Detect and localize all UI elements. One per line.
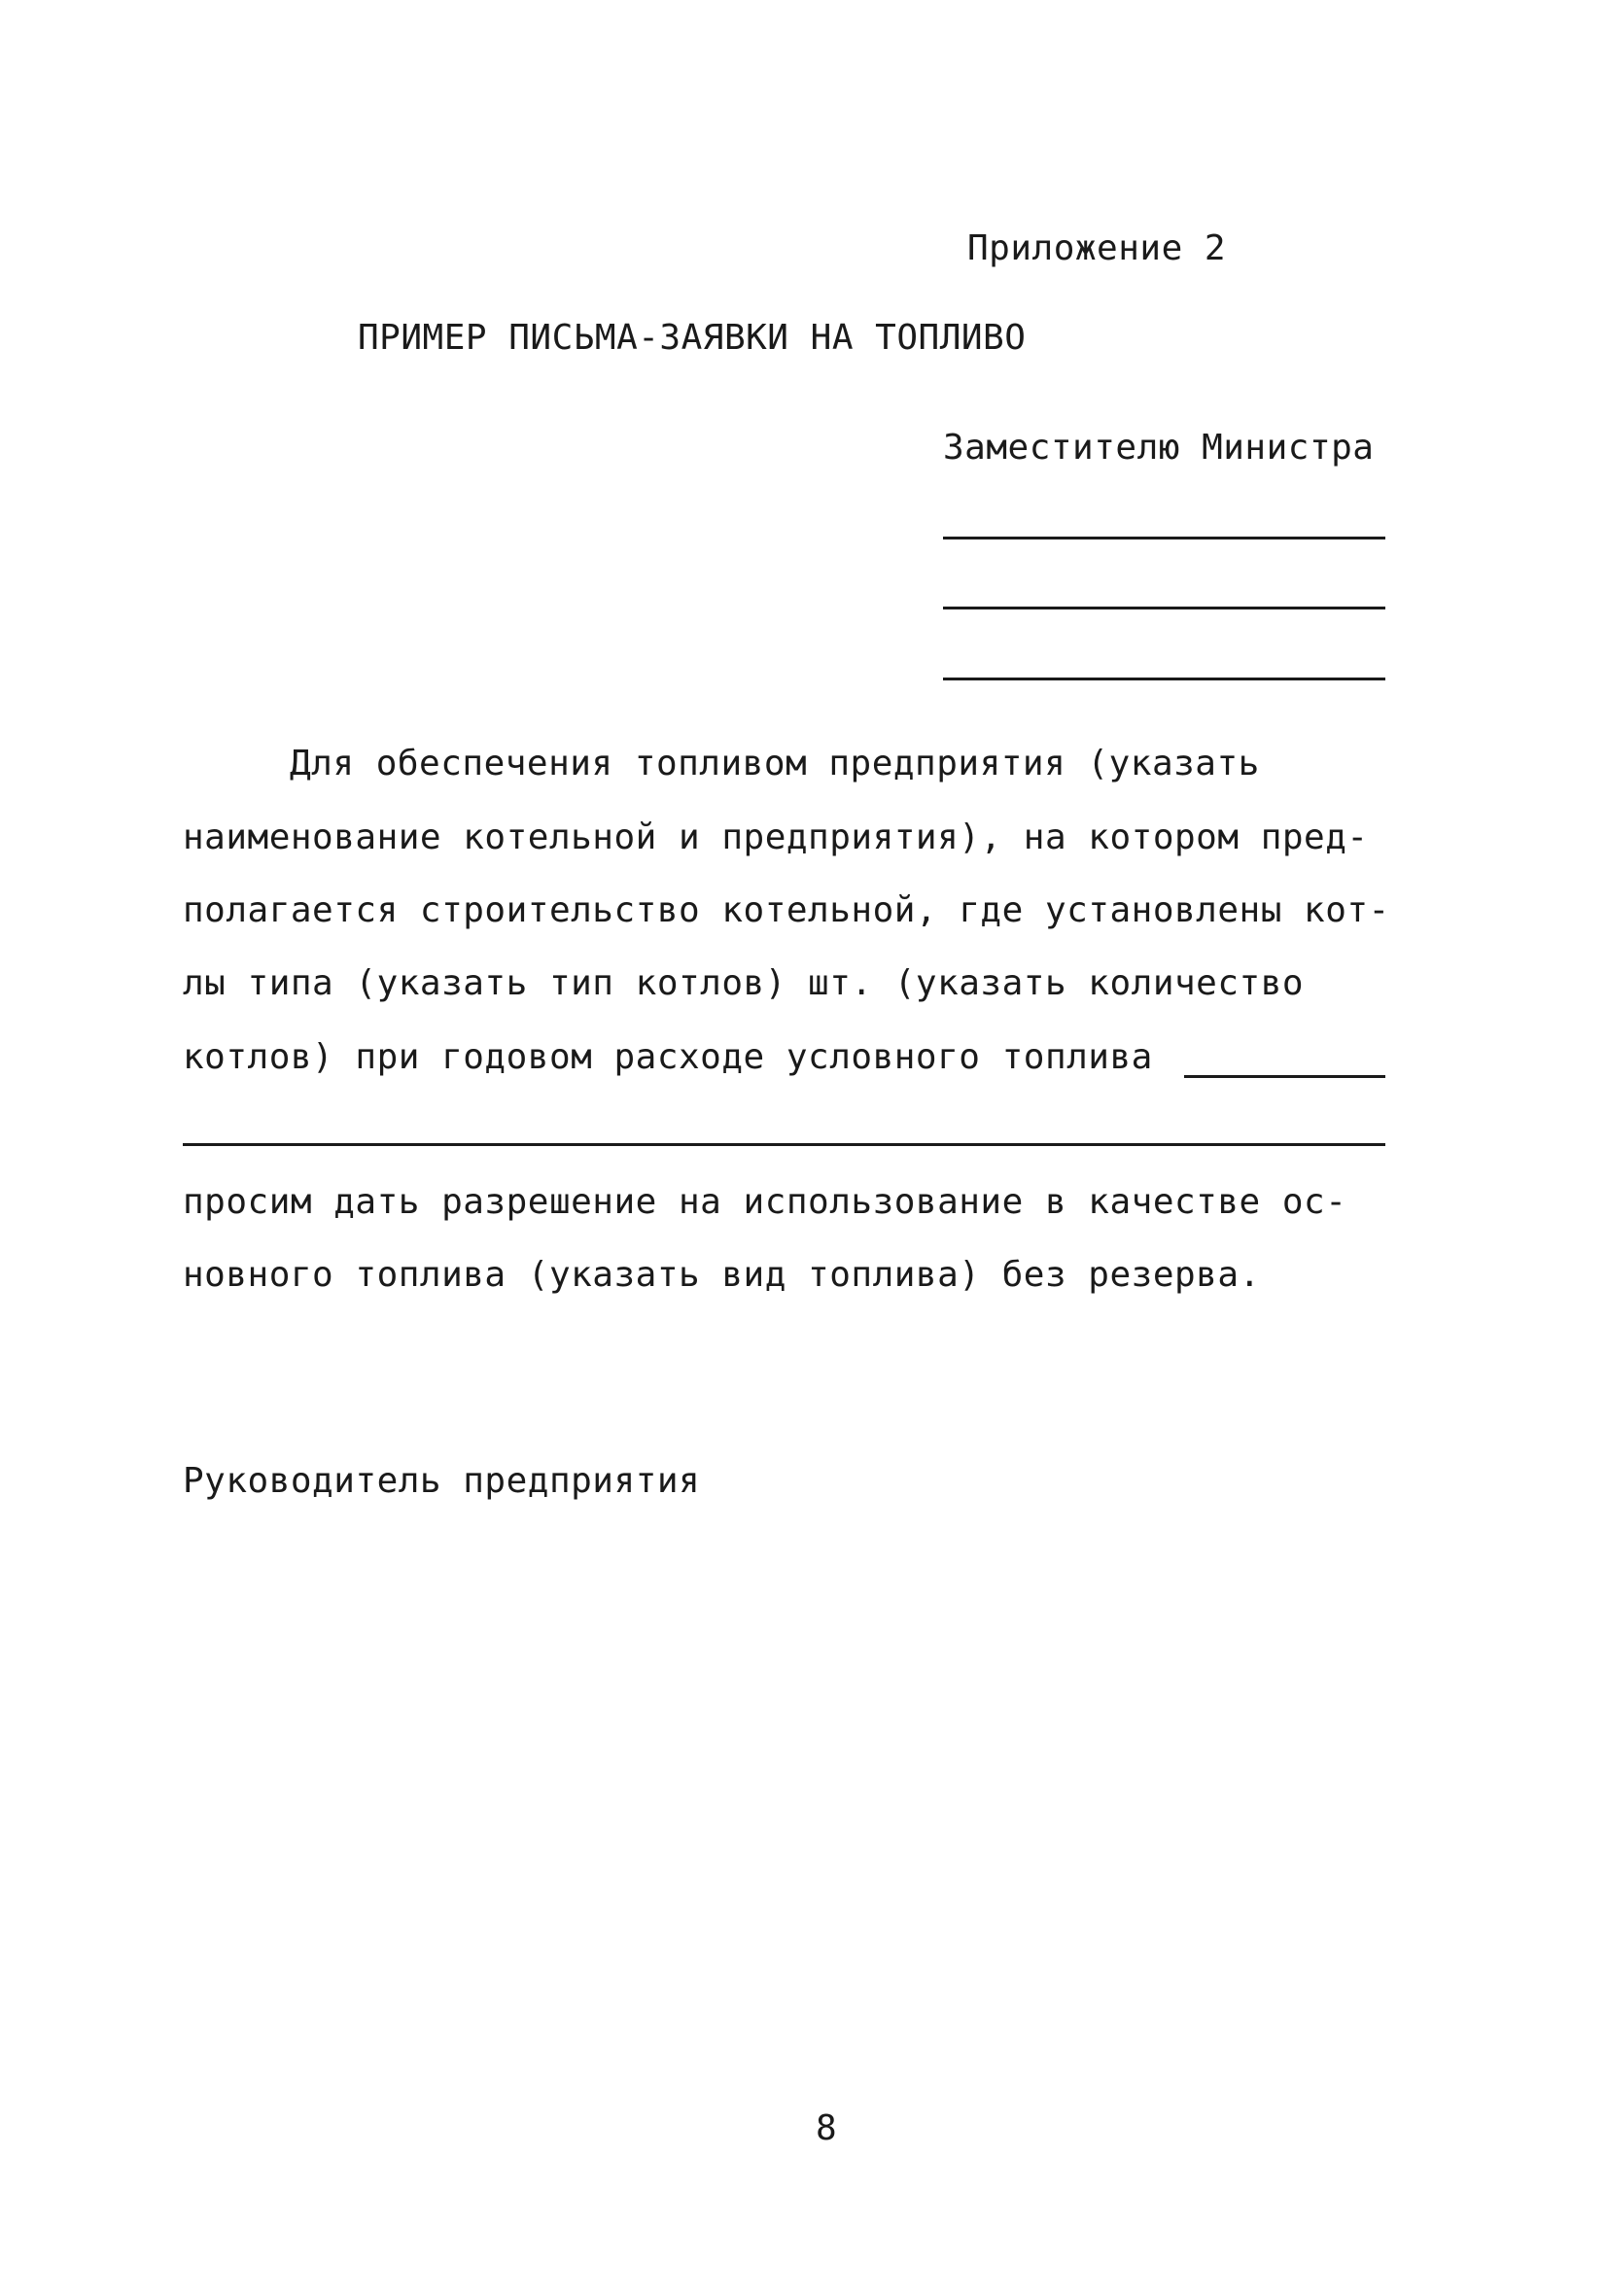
addressee-blank-line-1 xyxy=(943,537,1385,539)
addressee-line: Заместителю Министра xyxy=(943,428,1375,468)
body-line-4: лы типа (указать тип котлов) шт. (указать количество xyxy=(183,963,1305,1003)
body-line-5: котлов) при годовом расходе условного топлива xyxy=(183,1037,1153,1077)
body-line-1: Для обеспечения топливом предприятия (указать xyxy=(290,744,1260,783)
body-line-2: наименование котельной и предприятия), на котором пред- xyxy=(183,818,1369,857)
addressee-blank-line-2 xyxy=(943,607,1385,609)
body-line-6: просим дать разрешение на использование в качестве ос- xyxy=(183,1182,1347,1222)
fuel-amount-blank-line xyxy=(1184,1075,1385,1078)
signature-line: Руководитель предприятия xyxy=(183,1461,701,1501)
fuel-amount-blank-line-full xyxy=(183,1143,1385,1146)
letter-title: ПРИМЕР ПИСЬМА-ЗАЯВКИ НА ТОПЛИВО xyxy=(358,318,1027,358)
body-line-7: новного топлива (указать вид топлива) без резерва. xyxy=(183,1255,1261,1295)
page-number: 8 xyxy=(816,2108,838,2148)
addressee-blank-line-3 xyxy=(943,678,1385,680)
body-line-3: полагается строительство котельной, где установлены кот- xyxy=(183,890,1390,930)
appendix-label: Приложение 2 xyxy=(967,228,1227,268)
